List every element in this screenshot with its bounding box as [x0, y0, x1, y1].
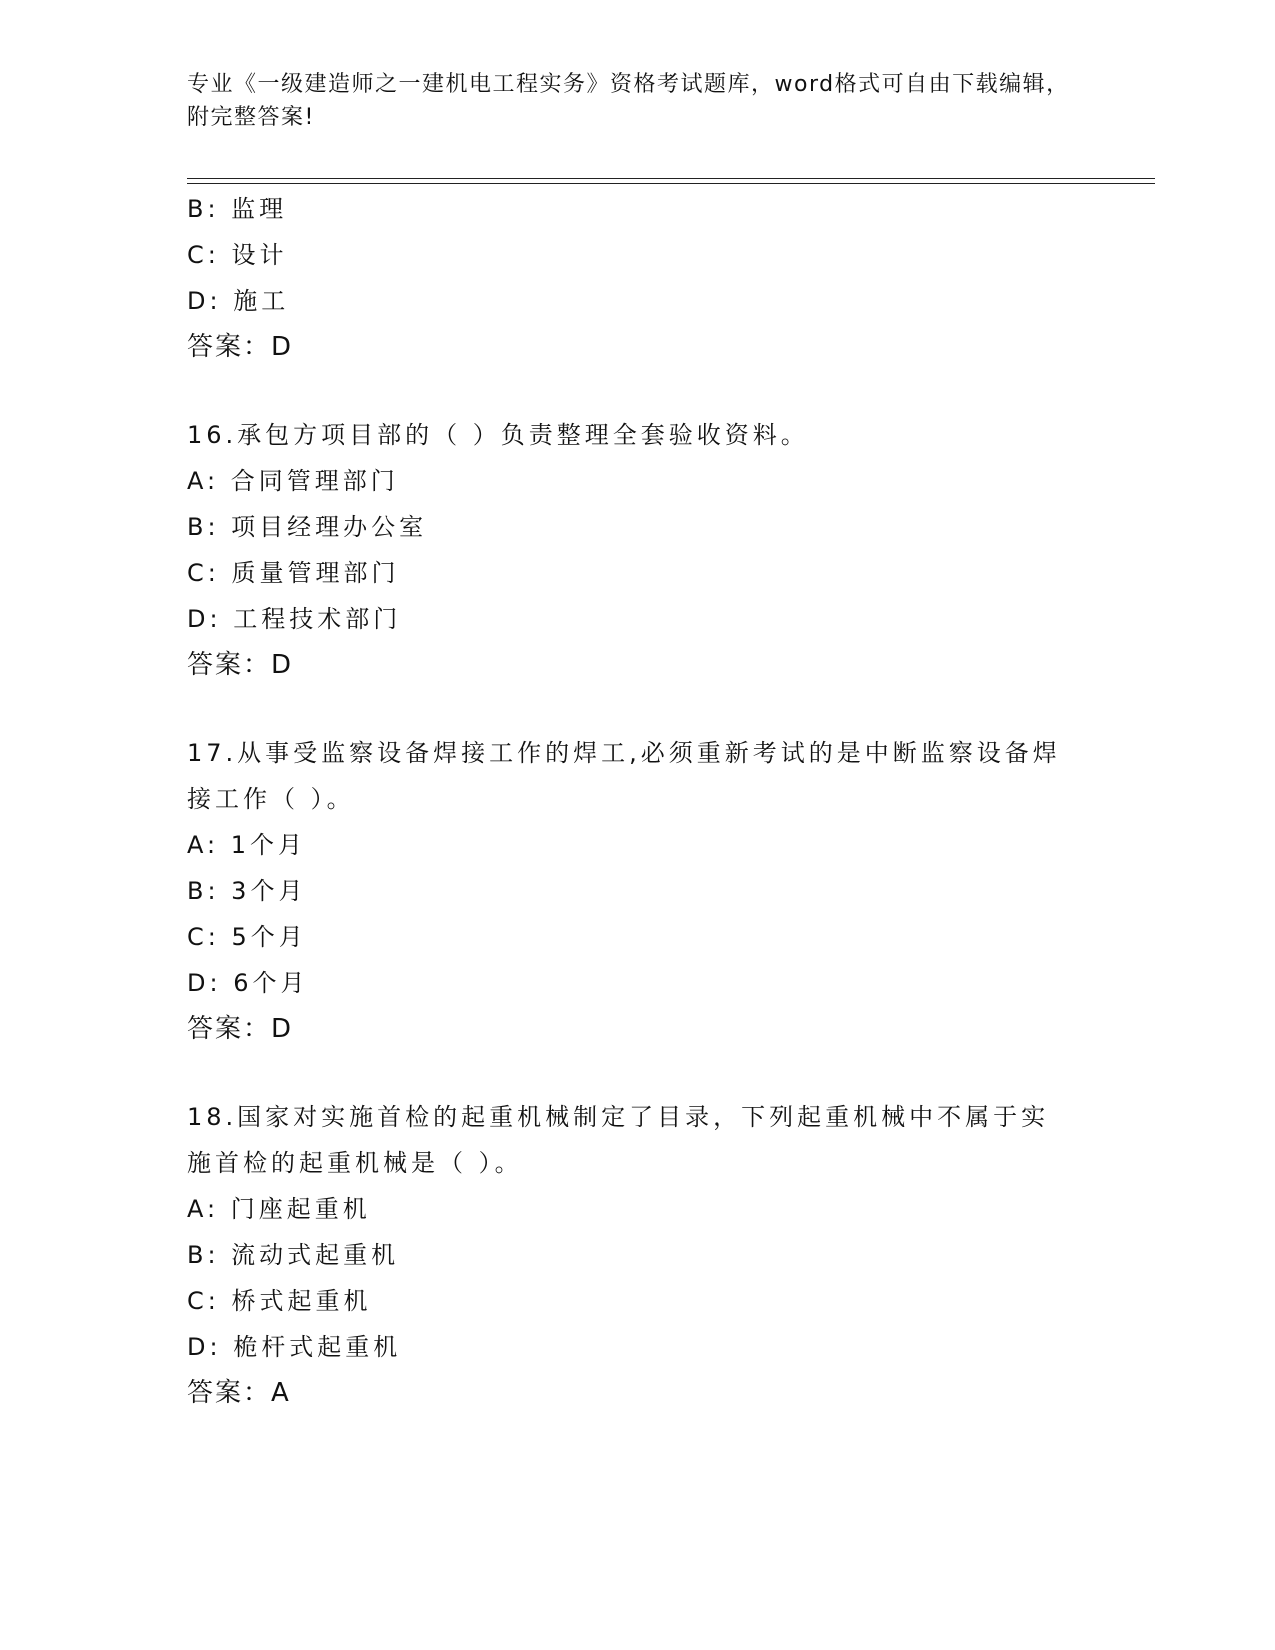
document-header: 专业《一级建造师之一建机电工程实务》资格考试题库，word格式可自由下载编辑，附完整答案!	[187, 72, 1070, 130]
question-text: 17.从事受监察设备焊接工作的焊工,必须重新考试的是中断监察设备焊接工作（ ）。	[187, 739, 1061, 813]
option-b: B: 项目经理办公室	[187, 513, 428, 541]
question-block	[187, 730, 1087, 1052]
question-text: 18.国家对实施首检的起重机械制定了目录，下列起重机械中不属于实施首检的起重机械是（ ）。	[187, 1103, 1050, 1177]
option-c: C: 5个月	[187, 923, 307, 951]
header-divider-top	[187, 178, 1155, 179]
option-d: D: 工程技术部门	[187, 605, 402, 633]
header-divider-bottom	[187, 183, 1155, 184]
option-c: C: 质量管理部门	[187, 559, 400, 587]
option-d: D: 施工	[187, 287, 290, 315]
option-d: D: 6个月	[187, 969, 309, 997]
option-c: C: 设计	[187, 241, 288, 269]
answer-line: 答案：A	[187, 1378, 291, 1408]
option-a: A: 合同管理部门	[187, 467, 399, 495]
question-text: 16.承包方项目部的（ ）负责整理全套验收资料。	[187, 421, 809, 449]
answer-line: 答案：D	[187, 332, 294, 362]
option-c: C: 桥式起重机	[187, 1287, 372, 1315]
answer-line: 答案：D	[187, 650, 294, 680]
question-block	[187, 1094, 1087, 1416]
question-block	[187, 186, 1087, 370]
option-d: D: 桅杆式起重机	[187, 1333, 402, 1361]
option-b: B: 3个月	[187, 877, 307, 905]
answer-line: 答案：D	[187, 1014, 294, 1044]
option-a: A: 门座起重机	[187, 1195, 371, 1223]
option-b: B: 流动式起重机	[187, 1241, 400, 1269]
question-list	[187, 186, 1087, 1416]
question-block	[187, 412, 1087, 688]
option-b: B: 监理	[187, 195, 288, 223]
option-a: A: 1个月	[187, 831, 306, 859]
